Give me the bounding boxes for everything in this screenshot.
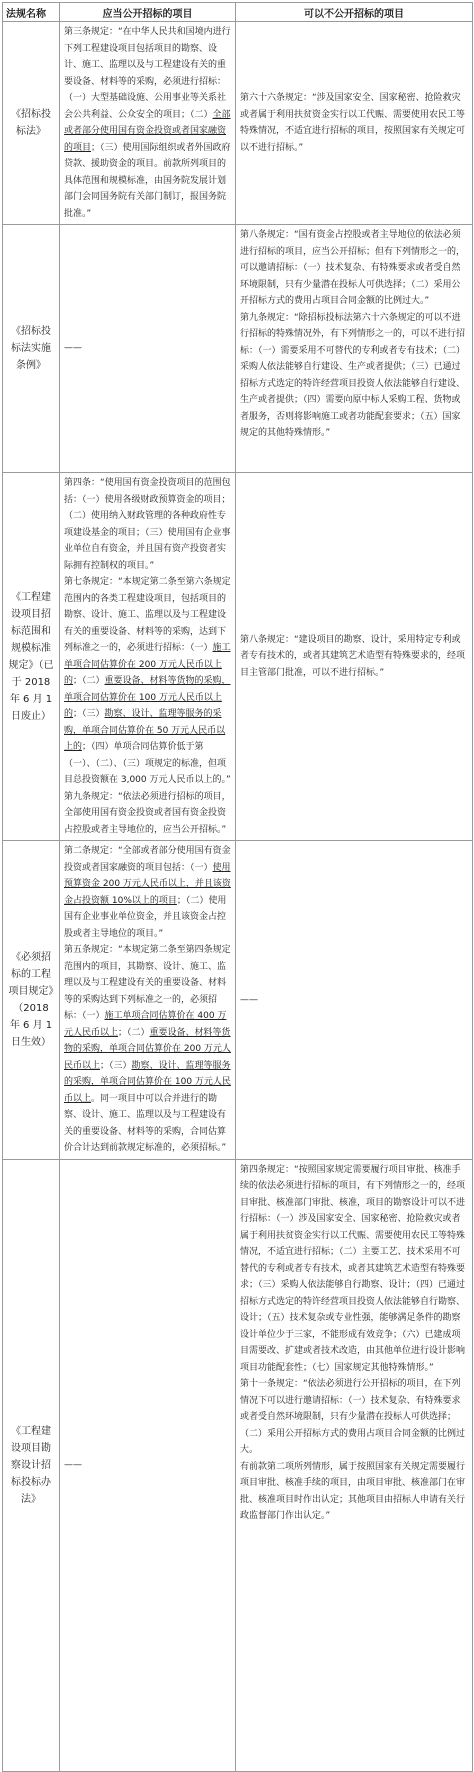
may-not-tender-cell xyxy=(236,1159,473,1771)
header-must-tender: 应当公开招标的项目 xyxy=(60,3,236,22)
article-text: 第九条规定：“依法必须进行招标的项目，全部使用国有资金投资或者国有资金投资占控股或者主导地位的，应当公开招标。” xyxy=(64,791,231,835)
header-may-not-tender: 可以不公开招标的项目 xyxy=(236,3,473,22)
law-name-cell: 《必须招标的工程项目规定》（2018 年 6 月 1 日生效） xyxy=(3,841,60,1160)
law-name-cell: 《工程建设项目勘察设计招标投标办法》 xyxy=(3,1159,60,1771)
article-text: 有前款第二项所列情形，属于按照国家有关规定需要履行项目审批、核准手续的项目，由项目审批、核准部门在审批、核准项目时作出认定；其他项目由招标人申请有关行政监督部门作出认定。” xyxy=(240,1461,466,1521)
table-row xyxy=(3,473,473,841)
article-text: 第二条规定：“全部或者部分使用国有资金投资或者国家融资的项目包括：（一）使用预算资金 200 万元人民币以上，并且该资金占投资额 10%以上的项目；（二）使用国有企业事业单位资金，并且该资金占控股或者主导地位的项目。” xyxy=(64,846,231,939)
header-law-name: 法规名称 xyxy=(3,3,60,22)
article-text: 第四条规定：“按照国家规定需要履行项目审批、核准手续的依法必须进行招标的项目，有下列情形之一的，经项目审批、核准部门审批、核准，项目的勘察设计可以不进行招标：（一）涉及国家安全、国家秘密、抢险救灾或者属于利用扶贫资金实行以工代赈、需要使用农民工等特殊情况，不适宜进行招标；（二）主要工艺、技术采用不可替代的专利或者专有技术，或者其建筑艺术造型有特殊要求；（三）采购人依法能够自行勘察、设计；（四）已通过招标方式选定的特许经营项目投资人依法能够自行勘察、设计；（五）技术复杂或专业性强，能够满足条件的勘察设计单位少于三家，不能形成有效竞争；（六）已建成项目需要改、扩建或者技术改造，由其他单位进行设计影响项目功能配套性；（七）国家规定其他特殊情形。” xyxy=(240,1164,466,1373)
header-row xyxy=(3,3,473,22)
may-not-tender-cell xyxy=(236,473,473,841)
article-text: 第四条：“使用国有资金投资项目的范围包括：（一）使用各级财政预算资金的项目；（二）使用纳入财政管理的各种政府性专项建设基金的项目；（三）使用国有企业事业单位自有资金，并且国有资产投资者实际拥有控制权的项目。” xyxy=(64,478,231,571)
article-text: 第十一条规定：“依法必须进行公开招标的项目，在下列情况下可以进行邀请招标：（一）技术复杂、有特殊要求或者受自然环境限制，只有少量潜在投标人可供选择；（二）采用公开招标方式的费用占项目合同金额的比例过大。 xyxy=(240,1379,466,1455)
table-row xyxy=(3,22,473,225)
article-text: 第五条规定：“本规定第二条至第四条规定范围内的项目，其勘察、设计、施工、监理以及与工程建设有关的重要设备、材料等的采购达到下列标准之一的，必须招标：（一）施工单项合同估算价在 400 万元人民币以上；（二）重要设备、材料等货物的采购，单项合同估算价在 200 万元人民币以上；（三）勘察、设计、监理等服务的采购，单项合同估算价在 100 万元人民币以上。同一项目中可以合并进行的勘察、设计、施工、监理以及与工程建设有关的重要设备、材料等的采购，合同估算价合计达到前款规定标准的，必须招标。” xyxy=(64,945,231,1153)
table-row xyxy=(3,841,473,1160)
article-text: 第七条规定：“本规定第二条至第六条规定范围内的各类工程建设项目，包括项目的勘察、设计、施工、监理以及与工程建设有关的重要设备、材料等的采购，达到下列标准之一的，必须进行招标：（一）施工单项合同估算价在 200 万元人民币以上的；（二）重要设备、材料等货物的采购，单项合同估算价在 100 万元人民币以上的；（三）勘察、设计、监理等服务的采购，单项合同估算价在 50 万元人民币以上的；（四）单项合同估算价低于第（一）、（二）、（三）项规定的标准，但项目总投资额在 3,000 万元人民币以上的。” xyxy=(64,577,231,785)
law-name-cell: 《工程建设项目招标范围和规模标准规定》（已于 2018 年 6 月 1 日废止） xyxy=(3,473,60,841)
must-tender-cell: —— xyxy=(60,1159,236,1771)
must-tender-cell xyxy=(60,22,236,225)
article-text: 第三条规定：“在中华人民共和国境内进行下列工程建设项目包括项目的勘察、设计、施工、监理以及与工程建设有关的重要设备、材料等的采购，必须进行招标：（一）大型基础设施、公用事业等关系社会公共利益、公众安全的项目；（二）全部或者部分使用国有资金投资或者国家融资的项目；（三）使用国际组织或者外国政府贷款、援助资金的项目。前款所列项目的具体范围和规模标准，由国务院发展计划部门会同国务院有关部门制订，报国务院批准。” xyxy=(64,27,231,219)
regulation-table xyxy=(2,2,473,1772)
may-not-tender-cell xyxy=(236,22,473,225)
law-name-cell: 《招标投标法实施条例》 xyxy=(3,225,60,473)
must-tender-cell xyxy=(60,473,236,841)
must-tender-cell: —— xyxy=(60,225,236,473)
may-not-tender-cell xyxy=(236,225,473,473)
article-text: 第八条规定：“国有资金占控股或者主导地位的依法必须进行招标的项目，应当公开招标；但有下列情形之一的，可以邀请招标：（一）技术复杂、有特殊要求或者受自然环境限制，只有少量潜在投标人可供选择；（二）采用公开招标方式的费用占项目合同金额的比例过大。” xyxy=(240,230,466,306)
article-text: 第八条规定：“建设项目的勘察、设计，采用特定专利或者专有技术的，或者其建筑艺术造型有特殊要求的，经项目主管部门批准，可以不进行招标。” xyxy=(240,634,466,678)
may-not-tender-cell: —— xyxy=(236,841,473,1160)
article-text: 第六十六条规定：“涉及国家安全、国家秘密、抢险救灾或者属于利用扶贫资金实行以工代赈、需要使用农民工等特殊情况，不适宜进行招标的项目，按照国家有关规定可以不进行招标。” xyxy=(240,93,466,153)
table-row xyxy=(3,225,473,473)
must-tender-cell xyxy=(60,841,236,1160)
table-row xyxy=(3,1159,473,1771)
law-name-cell: 《招标投标法》 xyxy=(3,22,60,225)
article-text: 第九条规定：“除招标投标法第六十六条规定的可以不进行招标的特殊情况外，有下列情形之一的，可以不进行招标：（一）需要采用不可替代的专利或者专有技术；（二）采购人依法能够自行建设、生产或者提供；（三）已通过招标方式选定的特许经营项目投资人依法能够自行建设、生产或者提供；（四）需要向原中标人采购工程、货物或者服务，否则将影响施工或者功能配套要求；（五）国家规定的其他特殊情形。” xyxy=(240,312,466,438)
